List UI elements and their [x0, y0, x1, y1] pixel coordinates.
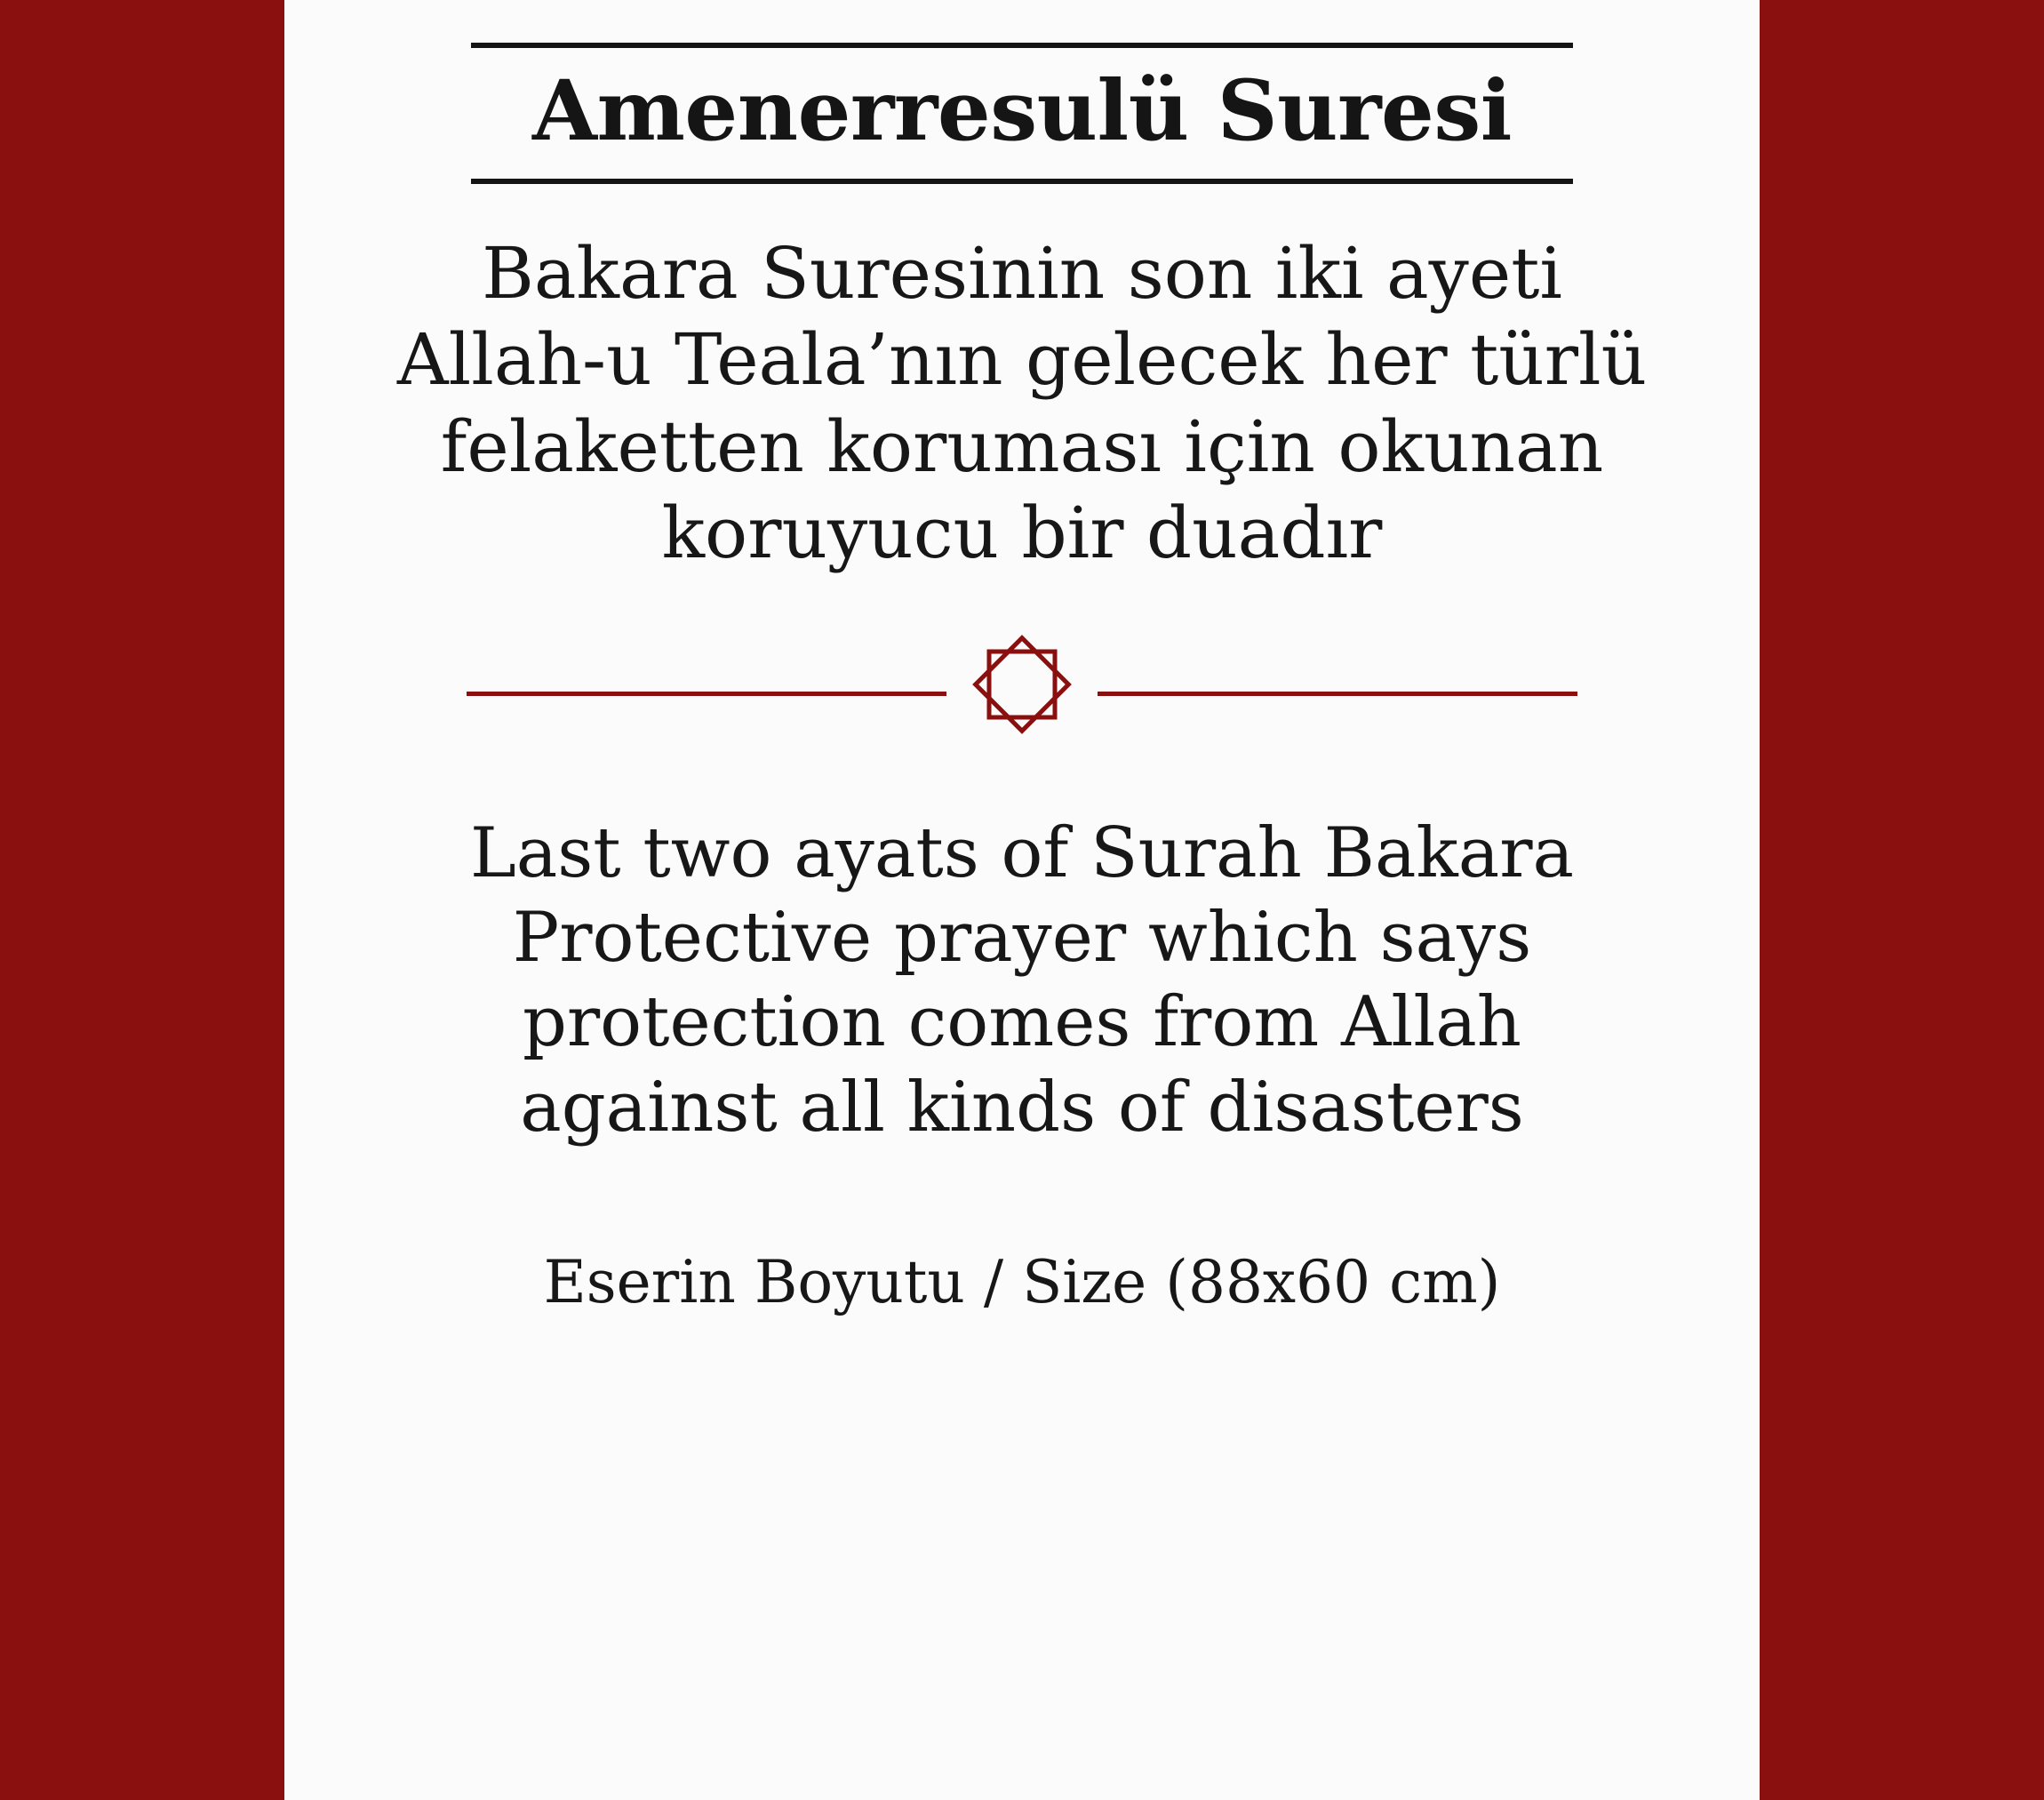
- size-note: Eserin Boyutu / Size (88x60 cm): [543, 1247, 1501, 1316]
- poster-card: [284, 0, 1760, 1800]
- description-turkish: Bakara Suresinin son iki ayeti Allah-u Teala’nın gelecek her türlü felaketten koruması için okunan koruyucu bir duadır: [396, 231, 1648, 575]
- divider-rule-left: [467, 692, 946, 696]
- divider-rule-right: [1098, 692, 1577, 696]
- ornamental-divider: [467, 627, 1577, 760]
- eight-point-star-ornament-icon: [946, 627, 1098, 760]
- description-english: Last two ayats of Surah Bakara Protective prayer which says protection comes from Allah against all kinds of disasters: [469, 813, 1575, 1148]
- title-block: [471, 43, 1573, 184]
- page-title: Amenerresulü Suresi: [532, 62, 1512, 160]
